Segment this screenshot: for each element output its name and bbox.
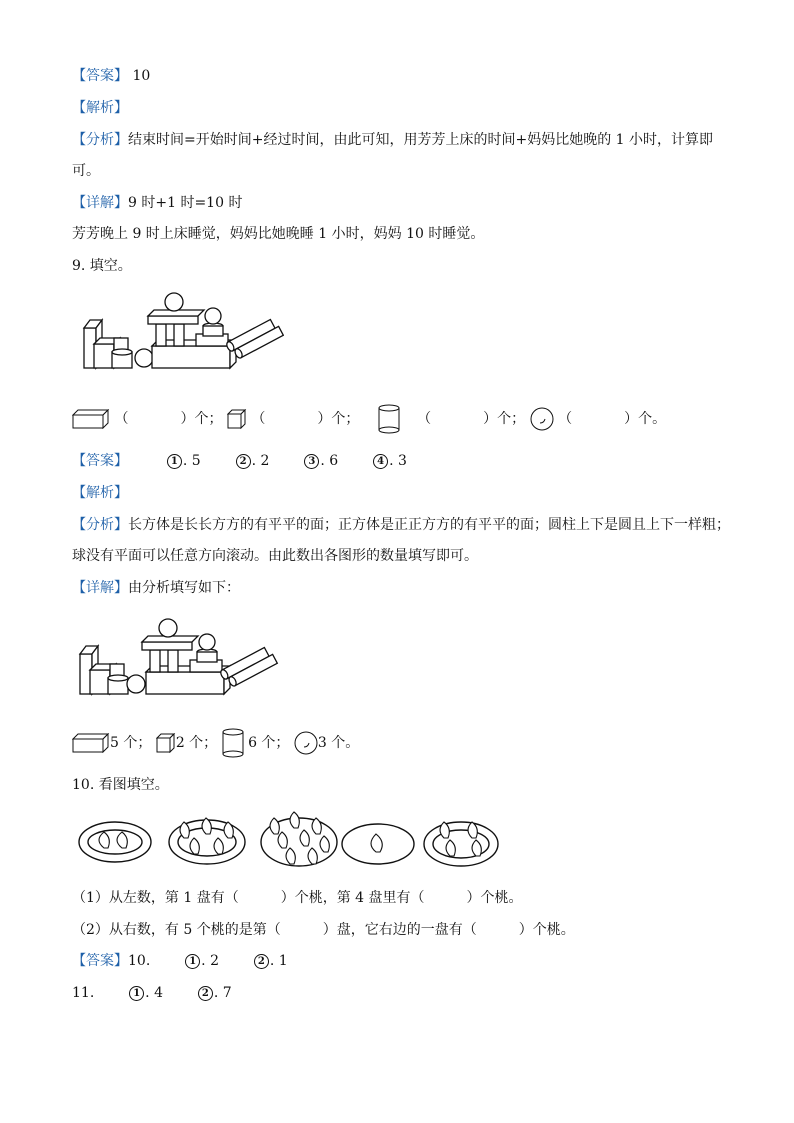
answer-value: . 2 (251, 453, 270, 469)
q8-detail-line (72, 193, 242, 213)
cube-icon (156, 733, 176, 753)
filled-count: 3 个。 (317, 735, 360, 751)
detail-calc: 9 时+1 时=10 时 (128, 195, 243, 211)
cylinder-icon (378, 404, 400, 434)
q9-filled-row (72, 728, 359, 758)
circled-number: 1 (167, 454, 182, 469)
blank-open: （ (558, 411, 573, 427)
ball-icon (294, 731, 318, 755)
filled-count: 6 个； (248, 735, 290, 751)
peach-plates-illustration (78, 808, 502, 872)
q9-blank-row (72, 404, 666, 434)
answer-tag: 【答案】 (72, 953, 128, 969)
q11-answer-line (72, 983, 232, 1003)
blank-open: （ (417, 411, 432, 427)
q9-analysis-line2: 球没有平面可以任意方向滚动。由此数出各图形的数量填写即可。 (72, 548, 478, 564)
q10-question-1: （1）从左数，第 1 盘有（ ）个桃，第 4 盘里有（ ）个桃。 (72, 890, 523, 906)
detail-text: 由分析填写如下： (128, 580, 240, 596)
q9-analysis-line1 (72, 515, 730, 535)
answer-value: . 7 (213, 985, 232, 1001)
q9-answer-line (72, 451, 407, 471)
answer-prefix: 10. (128, 953, 151, 969)
circled-number: 2 (254, 954, 269, 969)
filled-count: 5 个； (110, 735, 152, 751)
ball-icon (530, 407, 554, 431)
q8-analysis-line2: 可。 (72, 163, 100, 179)
q8-jiexi-line (72, 98, 128, 118)
blank-close: ）个； (180, 411, 223, 427)
q8-answer-line (72, 66, 150, 86)
answer-value: . 4 (145, 985, 163, 1001)
answer-value: . 5 (182, 453, 201, 469)
circled-number: 4 (373, 454, 388, 469)
blank-close: ）个； (317, 411, 360, 427)
answer-value: . 6 (320, 453, 339, 469)
q10-title: 10. 看图填空。 (72, 777, 169, 793)
q10-answer-line (72, 951, 288, 971)
circled-number: 1 (129, 986, 144, 1001)
blank-close: ）个。 (624, 411, 667, 427)
q9-title: 9. 填空。 (72, 258, 132, 274)
analysis-tag: 【分析】 (72, 517, 128, 533)
answer-prefix: 11. (72, 985, 95, 1001)
answer-value: . 3 (389, 453, 407, 469)
answer-tag: 【答案】 (72, 68, 128, 84)
circled-number: 3 (304, 454, 319, 469)
blocks-illustration (78, 290, 284, 372)
detail-tag: 【详解】 (72, 195, 128, 211)
answer-value: 10 (132, 68, 151, 84)
circled-number: 1 (185, 954, 200, 969)
answer-value: . 1 (269, 953, 288, 969)
blank-open: （ (251, 411, 266, 427)
cylinder-icon (222, 728, 244, 758)
blocks-illustration-filled (74, 616, 280, 698)
detail-tag: 【详解】 (72, 580, 128, 596)
cuboid-icon (72, 409, 110, 429)
analysis-text: 长方体是长长方方的有平平的面；正方体是正正方方的有平平的面；圆柱上下是圆且上下一样粗； (128, 517, 730, 533)
jiexi-tag: 【解析】 (72, 100, 128, 116)
circled-number: 2 (236, 454, 251, 469)
q8-detail-text: 芳芳晚上 9 时上床睡觉，妈妈比她晚睡 1 小时，妈妈 10 时睡觉。 (72, 226, 485, 242)
circled-number: 2 (198, 986, 213, 1001)
cube-icon (227, 409, 247, 429)
q9-detail-line (72, 578, 240, 598)
answer-tag: 【答案】 (72, 453, 128, 469)
q10-question-2: （2）从右数，有 5 个桃的是第（ ）盘，它右边的一盘有（ ）个桃。 (72, 922, 575, 938)
answer-value: . 2 (201, 953, 219, 969)
cuboid-icon (72, 733, 110, 753)
q9-jiexi-line (72, 483, 128, 503)
analysis-text: 结束时间=开始时间+经过时间，由此可知，用芳芳上床的时间+妈妈比她晚的 1 小时，计算即 (128, 132, 713, 148)
filled-count: 2 个； (175, 735, 218, 751)
jiexi-tag: 【解析】 (72, 485, 128, 501)
analysis-tag: 【分析】 (72, 132, 128, 148)
blank-open: （ (114, 411, 129, 427)
q8-analysis-line1 (72, 130, 713, 150)
blank-close: ）个； (483, 411, 526, 427)
